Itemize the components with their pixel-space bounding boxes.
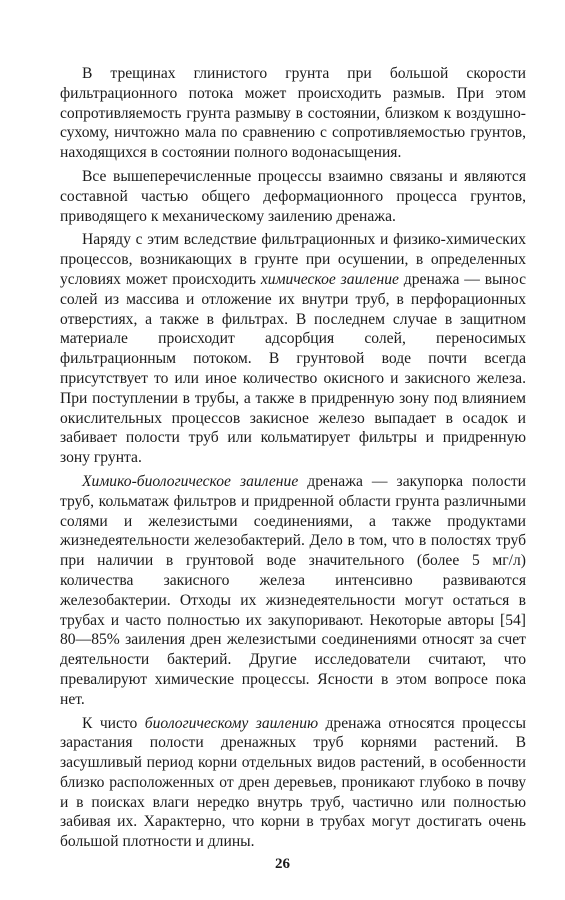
paragraph-3-text-b: дренажа — вынос солей из массива и отложение их внутри труб, в перфорационных отверстиях, а также в фильтрах. В последнем случае в защитном материале происходит адсорбция солей, переносимых фильтрационным потоком. В грунтовой воде почти всегда присутствует то или иное количество окисного и закисного железа. При поступлении в трубы, а также в придренную зону под влиянием окислительных процессов закисное железо выпадает в осадок и забивает полости труб или кольматирует фильтры и придренную зону грунта.: [60, 270, 526, 467]
paragraph-2-text: Все вышеперечисленные процессы взаимно связаны и являются составной частью общего деформационного процесса грунтов, приводящего к механическому заилению дренажа.: [60, 167, 526, 225]
paragraph-2: [60, 167, 526, 226]
paragraph-5-text-a: К чисто: [82, 714, 145, 732]
paragraph-3: [60, 230, 526, 468]
term-biological-siltation: биологическому заилению: [144, 714, 319, 732]
paragraph-4-text: дренажа — закупорка полости труб, кольматаж фильтров и придренной области грунта различными солями и железистыми соединениями, а также продуктами жизнедеятельности железобактерий. Дело в том, что в полостях труб при наличии в грунтовой воде значительного (более 5 мг/л) количества закисного железа интенсивно развиваются железобактерии. Отходы их жизнедеятельности могут остаться в трубах и часто полностью их закупоривают. Некоторые авторы [54] 80—85% заиления дрен железистыми соединениями относят за счет деятельности бактерий. Другие исследователи считают, что превалируют химические процессы. Ясности в этом вопросе пока нет.: [60, 472, 527, 708]
paragraph-1: [60, 64, 526, 163]
term-chemico-biological-siltation: Химико-биологическое заиление: [82, 472, 299, 490]
paragraph-3-text-a: Наряду с этим вследствие фильтрационных и физико-химических процессов, возникающих в грунте при осушении, в определенных условиях может происходить: [60, 231, 526, 288]
paragraph-4: [60, 472, 526, 710]
term-chemical-siltation: химическое заиление: [260, 270, 399, 288]
page-body: [60, 64, 526, 856]
page-number: 26: [275, 856, 290, 872]
paragraph-5: [60, 714, 526, 853]
paragraph-5-text-b: дренажа относятся процессы зарастания полости дренажных труб корнями растений. В засушливый период корни отдельных видов растений, в особенности близко расположенных от дрен деревьев, проникают глубоко в почву и в поисках влаги нередко внутрь труб, частично или полностью забивая их. Характерно, что корни в трубах могут достигать очень большой плотности и длины.: [60, 714, 526, 851]
paragraph-1-text: В трещинах глинистого грунта при большой скорости фильтрационного потока может происходить размыв. При этом сопротивляемость грунта размыву в состоянии, близком к воздушно-сухому, ничтожно мала по сравнению с сопротивляемостью грунтов, находящихся в состоянии полного водонасыщения.: [60, 65, 526, 162]
